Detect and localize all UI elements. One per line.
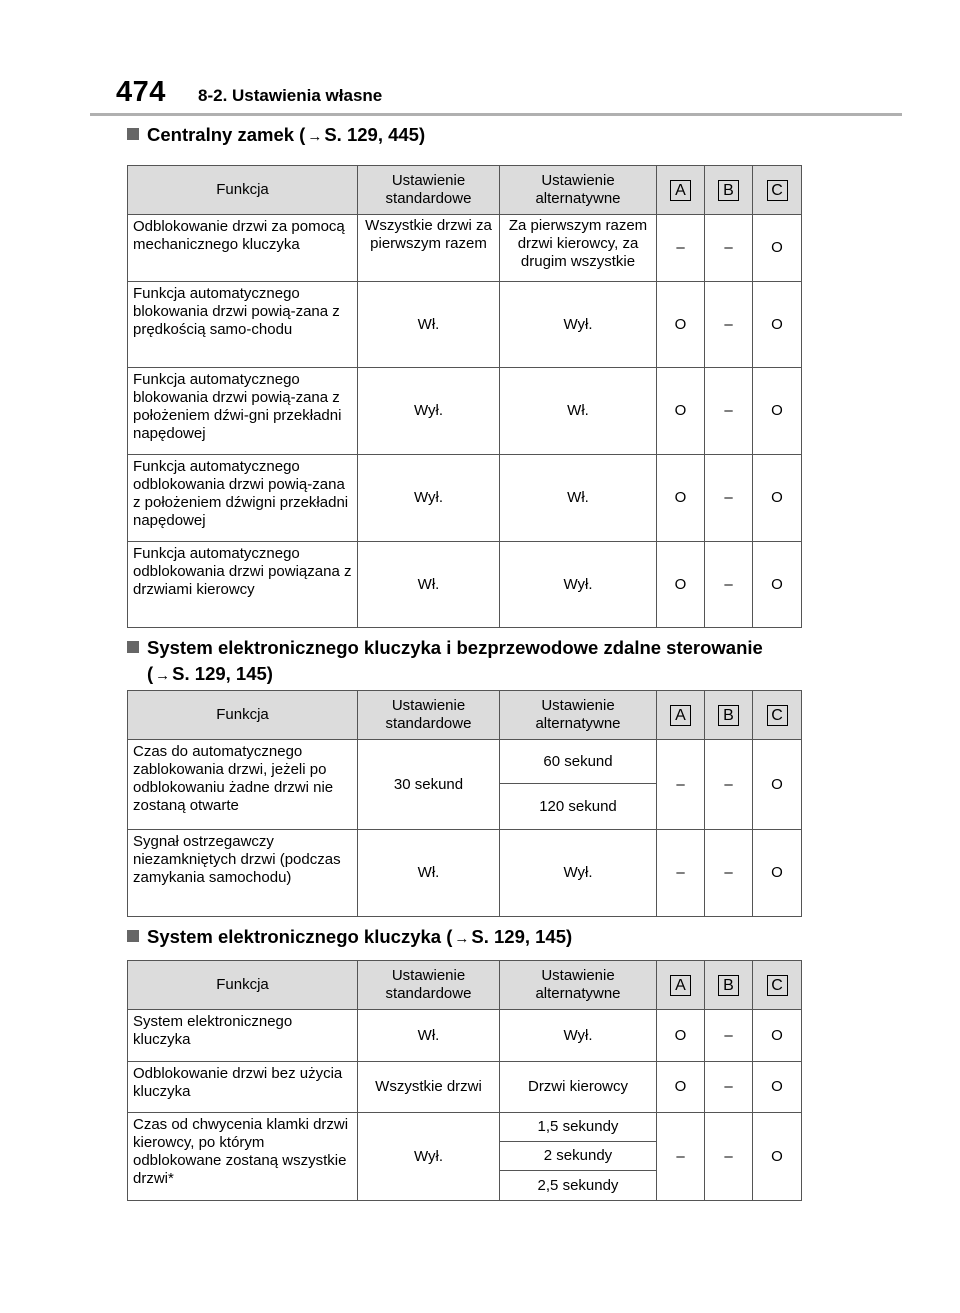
col-c	[753, 166, 802, 215]
col-b	[705, 961, 753, 1010]
table-header-row	[128, 961, 802, 1010]
badge-b-icon: B	[718, 975, 739, 996]
badge-c-icon: C	[767, 705, 788, 726]
col-b	[705, 166, 753, 215]
page-number: 474	[116, 76, 166, 108]
col-c	[753, 961, 802, 1010]
table-row: 2 sekundy	[128, 1142, 802, 1171]
settings-table-central-lock	[127, 165, 802, 628]
table-row: Czas od chwycenia klamki drzwi kierowcy, po którym odblokowane zostaną wszystkie drzwi* Wył. 1,5 sekundy – – O	[128, 1113, 802, 1142]
bullet-square-icon	[127, 128, 139, 140]
table-header-row	[128, 166, 802, 215]
col-c	[753, 691, 802, 740]
col-alternative: Ustawienie alternatywne	[500, 691, 657, 740]
bullet-square-icon	[127, 641, 139, 653]
col-function: Funkcja	[128, 166, 358, 215]
table-row: Funkcja automatycznego blokowania drzwi powią-zana z położeniem dźwi-gni przekładni napędowej Wył. Wł. O – O	[128, 368, 802, 455]
settings-table-smart-key-remote	[127, 690, 802, 917]
badge-a-icon: A	[670, 705, 691, 726]
badge-c-icon: C	[767, 180, 788, 201]
col-alternative: Ustawienie alternatywne	[500, 166, 657, 215]
table-row: Sygnał ostrzegawczy niezamkniętych drzwi (podczas zamykania samochodu) Wł. Wył. – – O	[128, 830, 802, 917]
col-a	[657, 166, 705, 215]
settings-table-smart-key	[127, 960, 802, 1201]
table-row: Czas do automatycznego zablokowania drzwi, jeżeli po odblokowaniu żadne drzwi nie zostaną otwarte 30 sekund 60 sekund – – O	[128, 740, 802, 784]
section-heading-central-lock: Centralny zamek ( → S. 129, 445)	[127, 122, 425, 150]
chapter-title: 8-2. Ustawienia własne	[198, 86, 383, 105]
col-default: Ustawienie standardowe	[358, 961, 500, 1010]
table-row: Funkcja automatycznego odblokowania drzwi powią-zana z położeniem dźwigni przekładni napędowej Wył. Wł. O – O	[128, 455, 802, 542]
col-alternative: Ustawienie alternatywne	[500, 961, 657, 1010]
col-default: Ustawienie standardowe	[358, 691, 500, 740]
arrow-right-icon: →	[155, 667, 171, 684]
bullet-square-icon	[127, 930, 139, 942]
table-header-row	[128, 691, 802, 740]
col-function: Funkcja	[128, 691, 358, 740]
table-row: Funkcja automatycznego odblokowania drzwi powiązana z drzwiami kierowcy Wł. Wył. O – O	[128, 542, 802, 628]
badge-a-icon: A	[670, 975, 691, 996]
table-row: 2,5 sekundy	[128, 1171, 802, 1201]
badge-c-icon: C	[767, 975, 788, 996]
col-function: Funkcja	[128, 961, 358, 1010]
table-row: Odblokowanie drzwi za pomocą mechanicznego kluczyka Wszystkie drzwi za pierwszym razem Za pierwszym razem drzwi kierowcy, za drugim wszystkie – – O	[128, 215, 802, 282]
badge-a-icon: A	[670, 180, 691, 201]
table-row: Odblokowanie drzwi bez użycia kluczyka Wszystkie drzwi Drzwi kierowcy O – O	[128, 1062, 802, 1113]
section-heading-smart-key-remote: System elektronicznego kluczyka i bezprzewodowe zdalne sterowanie ( → S. 129, 145)	[127, 635, 763, 689]
arrow-right-icon: →	[307, 128, 323, 145]
page-header	[86, 76, 906, 116]
col-b	[705, 691, 753, 740]
section-heading-smart-key: System elektronicznego kluczyka ( → S. 129, 145)	[127, 924, 572, 952]
badge-b-icon: B	[718, 705, 739, 726]
header-divider	[90, 113, 902, 116]
table-row: Funkcja automatycznego blokowania drzwi powią-zana z prędkością samo-chodu Wł. Wył. O – O	[128, 282, 802, 368]
col-default: Ustawienie standardowe	[358, 166, 500, 215]
badge-b-icon: B	[718, 180, 739, 201]
arrow-right-icon: →	[454, 930, 470, 947]
col-a	[657, 961, 705, 1010]
table-row: System elektronicznego kluczyka Wł. Wył. O – O	[128, 1010, 802, 1062]
col-a	[657, 691, 705, 740]
table-row: 120 sekund	[128, 784, 802, 830]
